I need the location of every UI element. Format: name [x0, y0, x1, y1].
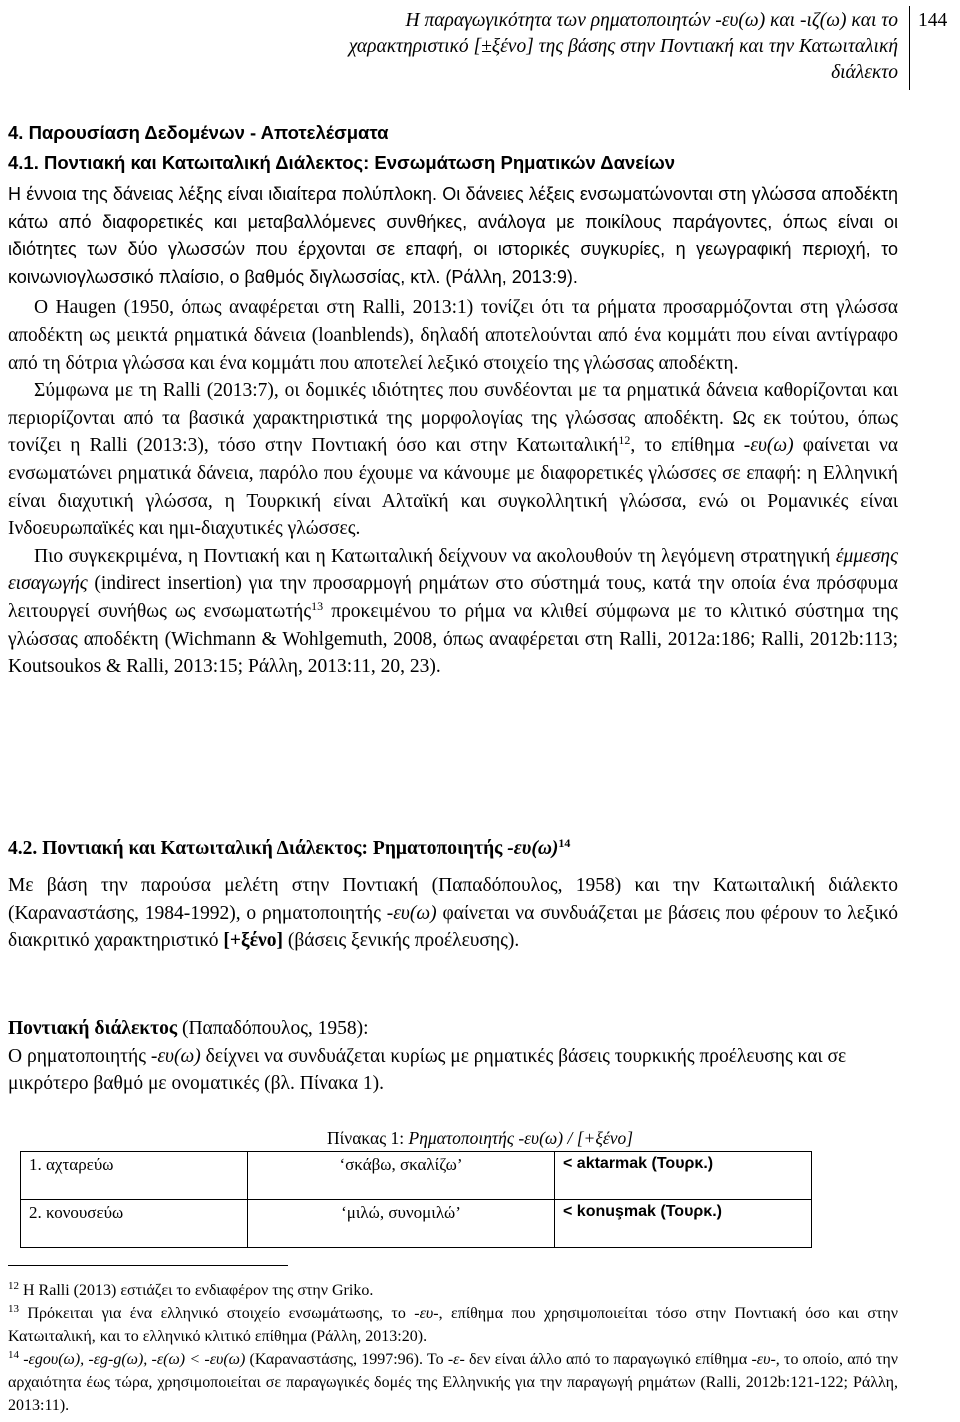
table-cell-gloss: ‘μιλώ, συνομιλώ’	[248, 1200, 555, 1248]
paragraph-indirect-insertion: Πιο συγκεκριμένα, η Ποντιακή και η Κατωιταλική δείχνουν να ακολουθούν τη λεγόμενη στρατηγική έμμεσης εισαγωγής (indirect insertion) για την προσαρμογή ρημάτων στο σύστημά τους, κατά την οποία ένα πρόσφυμα λειτουργεί συνήθως ως ενσωματωτής$^{13}$ προκειμένου το ρήμα να κλιθεί σύμφωνα με το κλιτικό σύστημα της γλώσσας αποδέκτη (Wichmann & Wohlgemuth, 2008, όπως αναφέρεται στη Ralli, 2012a:186; Ralli, 2012b:113; Koutsoukos & Ralli, 2013:15; Ράλλη, 2013:11, 20, 23).	[8, 545, 898, 678]
table-cell-verb: 1. αχταρεύω	[21, 1152, 248, 1200]
page-number: 144	[918, 10, 948, 31]
footnote-12: $^{12}$ Η Ralli (2013) εστιάζει το ενδιαφέρον της στην Griko.	[8, 1280, 374, 1299]
header-divider	[909, 6, 910, 90]
footnote-divider	[8, 1265, 288, 1266]
table-cell-verb: 2. κονουσεύω	[21, 1200, 248, 1248]
table-1-caption: Πίνακας 1: Ρηματοποιητής -ευ(ω) / [+ξένο]	[326, 1128, 634, 1148]
table-row	[21, 1152, 812, 1200]
paragraph-study-basis: Με βάση την παρούσα μελέτη στην Ποντιακή (Παπαδόπουλος, 1958) και την Κατωιταλική διάλεκτο (Καραναστάσης, 1984-1992), ο ρηματοποιητής -ευ(ω) φαίνεται να συνδυάζεται με βάσεις που φέρουν το λεξικό διακριτικό χαρακτηριστικό [+ξένο] (βάσεις ξενικής προέλευσης).	[8, 875, 898, 952]
section-4-1-body	[8, 181, 898, 681]
pontic-heading: Ποντιακή διάλεκτος (Παπαδόπουλος, 1958):	[8, 1018, 369, 1039]
paragraph-ralli: Σύμφωνα με τη Ralli (2013:7), οι δομικές ιδιότητες που συνδέονται με τα ρηματικά δάνεια καθορίζονται και περιορίζονται από τα βασικά χαρακτηριστικά της μορφολογίας της γλώσσας αποδέκτη. Ως εκ τούτου, όπως τονίζει η Ralli (2013:3), τόσο στην Ποντιακή όσο και στην Κατωιταλική$^{12}$, το επίθημα -ευ(ω) φαίνεται να ενσωματώνει ρηματικά δάνεια, παρόλο που έχουμε να κάνουμε με διαφορετικές γλώσσες σε επαφή: η Ελληνική είναι διαχυτική γλώσσα, η Τουρκική είναι Αλταϊκή και συγκολλητική γλώσσα, ενώ οι Ρομανικές είναι Ινδοευρωπαϊκές και ημι-διαχυτικές γλώσσες.	[8, 380, 899, 540]
table-1	[20, 1151, 812, 1248]
section-4-2-body	[8, 872, 898, 955]
footnote-ref-14[interactable]: 14	[558, 836, 571, 850]
section-4-heading: 4. Παρουσίαση Δεδομένων - Αποτελέσματα	[8, 122, 389, 143]
header-line-1: Η παραγωγικότητα των ρηματοποιητών -ευ(ω) και -ιζ(ω) και το	[405, 10, 898, 31]
footnote-13: $^{13}$ Πρόκειται για ένα ελληνικό στοιχείο ενσωμάτωσης, το -ευ-, επίθημα που χρησιμοποιείται τόσο στην Ποντιακή όσο και στην Κατωιταλική, και το ελληνικό κλιτικό επίθημα (Ράλλη, 2013:20).	[8, 1303, 898, 1345]
footnote-ref-12[interactable]: 12	[618, 433, 631, 448]
pontic-paragraph: Ο ρηματοποιητής -ευ(ω) δείχνει να συνδυάζεται κυρίως με ρηματικές βάσεις τουρκικής προέλευσης και σε μικρότερο βαθμό με ονοματικές (βλ. Πίνακα 1).	[8, 1045, 847, 1095]
paragraph-haugen: Ο Haugen (1950, όπως αναφέρεται στη Ralli, 2013:1) τονίζει ότι τα ρήματα προσαρμόζονται στη γλώσσα αποδέκτη ως μεικτά ρηματικά δάνεια (loanblends), δηλαδή αποτελούνται από ένα κομμάτι που είναι αντίγραφο από τη δότρια γλώσσα και ένα κομμάτι που αποτελεί λεξικό στοιχείο της γλώσσας αποδέκτη.	[8, 297, 898, 374]
paragraph-loanwords: Η έννοια της δάνειας λέξης είναι ιδιαίτερα πολύπλοκη. Οι δάνειες λέξεις ενσωματώνονται στη γλώσσα αποδέκτη κάτω από διαφορετικές και μεταβαλλόμενες συνθήκες, ανάλογα με ποικίλους παράγοντες, όπως είναι οι ιδιότητες των δύο γλωσσών που έρχονται σε επαφή, οι ιστορικές συγκυρίες, η γεωγραφική περιοχή, το κοινωνιογλωσσικό πλαίσιο, ο βαθμός διγλωσσίας, κτλ. (Ράλλη, 2013:9).	[8, 184, 898, 287]
footnote-14: $^{14}$ -εgου(ω), -εg-g(ω), -ε(ω) < -ευ(ω) (Καραναστάσης, 1997:96). Το -ε- δεν είναι άλλο από το παραγωγικό επίθημα -ευ-, το οποίο, από την αρχαιότητα έως τώρα, χρησιμοποιείται σε παραγωγικές δομές της Ελληνικής για την παραγωγή ρημάτων (Ralli, 2012b:121-122; Ράλλη, 2013:11).	[8, 1349, 899, 1414]
pontic-section	[8, 1015, 898, 1098]
running-header	[200, 8, 898, 86]
section-4-2-heading: 4.2. Ποντιακή και Κατωιταλική Διάλεκτος: Ρηματοποιητής $-\varepsilon\upsilon(\omega)^{14}$	[8, 836, 571, 859]
header-line-3: διάλεκτο	[831, 62, 898, 83]
table-cell-source: < konuşmak (Τουρκ.)	[555, 1200, 812, 1248]
table-cell-source: < aktarmak (Τουρκ.)	[555, 1152, 812, 1200]
footnote-ref-13[interactable]: 13	[311, 598, 324, 613]
table-cell-gloss: ‘σκάβω, σκαλίζω’	[248, 1152, 555, 1200]
section-4-1-heading: 4.1. Ποντιακή και Κατωιταλική Διάλεκτος: Ενσωμάτωση Ρηματικών Δανείων	[8, 152, 676, 173]
footnotes	[8, 1279, 898, 1417]
table-row	[21, 1200, 812, 1248]
header-line-2: χαρακτηριστικό [±ξένο] της βάσης στην Ποντιακή και την Κατωιταλική	[348, 36, 898, 57]
